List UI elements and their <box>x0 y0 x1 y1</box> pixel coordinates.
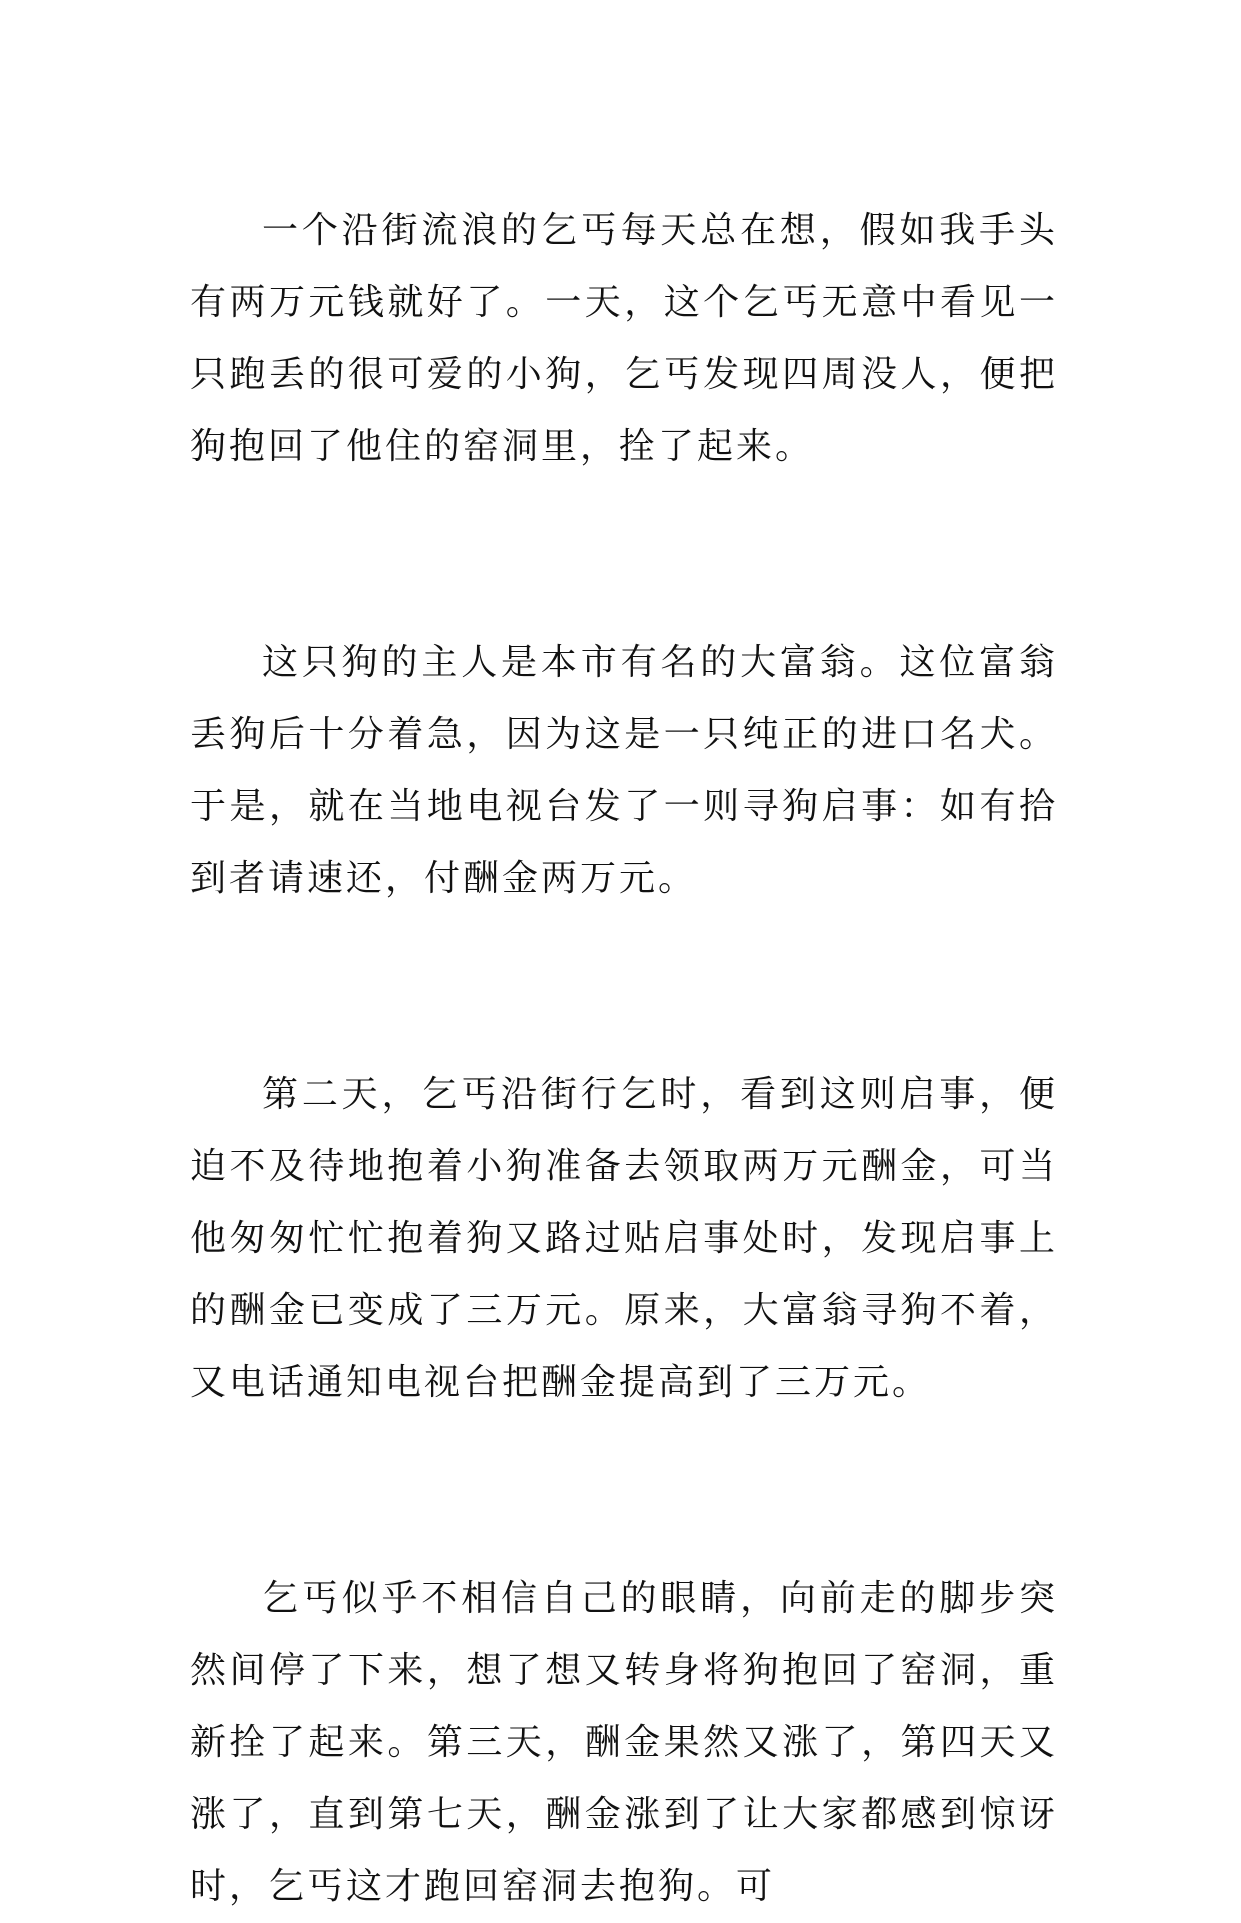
paragraph-4: 乞丐似乎不相信自己的眼睛，向前走的脚步突然间停了下来，想了想又转身将狗抱回了窑洞，重新拴了起来。第三天，酬金果然又涨了，第四天又涨了，直到第七天，酬金涨到了让大家都感到惊讶时，乞丐这才跑回窑洞去抱狗。可 <box>190 1578 1058 1907</box>
paragraph-1: 一个沿街流浪的乞丐每天总在想，假如我手头有两万元钱就好了。一天，这个乞丐无意中看见一只跑丢的很可爱的小狗，乞丐发现四周没人，便把狗抱回了他住的窑洞里，拴了起来。 <box>190 210 1058 467</box>
paragraph-2: 这只狗的主人是本市有名的大富翁。这位富翁丢狗后十分着急，因为这是一只纯正的进口名犬。于是，就在当地电视台发了一则寻狗启事：如有拾到者请速还，付酬金两万元。 <box>190 642 1058 899</box>
paragraph-3: 第二天，乞丐沿街行乞时，看到这则启事，便迫不及待地抱着小狗准备去领取两万元酬金，可当他匆匆忙忙抱着狗又路过贴启事处时，发现启事上的酬金已变成了三万元。原来，大富翁寻狗不着，又电话通知电视台把酬金提高到了三万元。 <box>190 1074 1058 1403</box>
document-body <box>190 195 1058 1923</box>
